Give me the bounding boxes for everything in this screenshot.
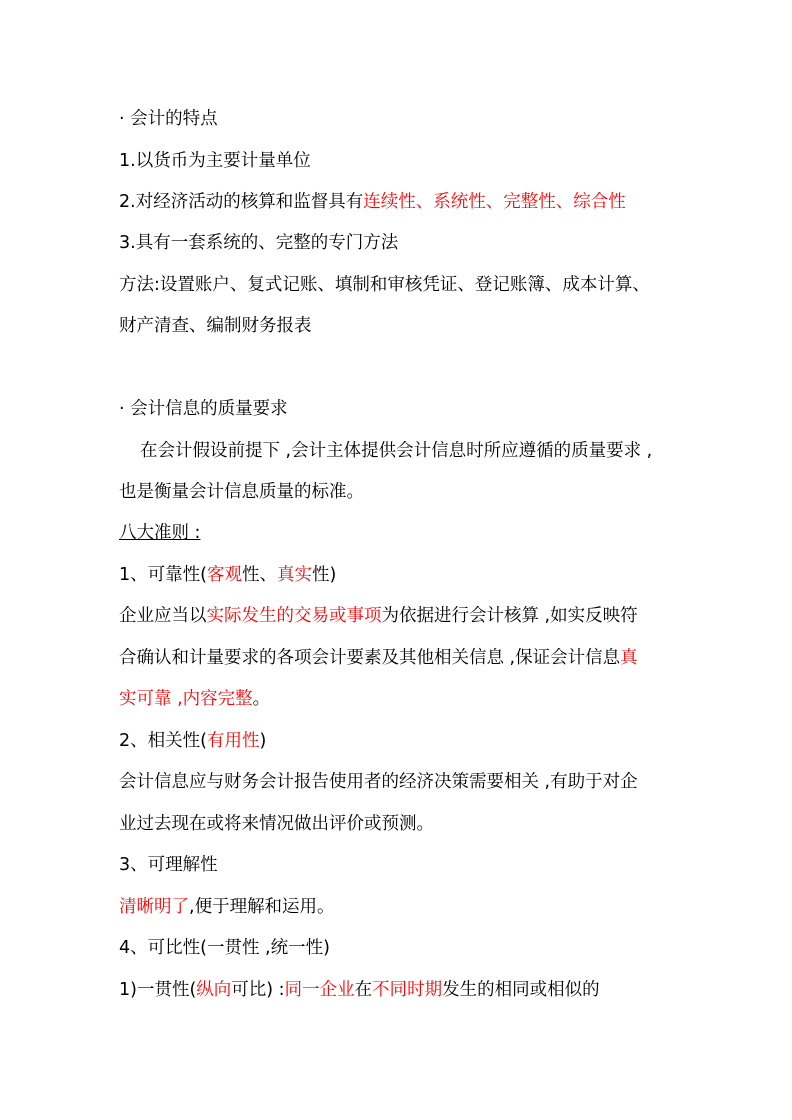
principle-4-title: 4、可比性(一贯性 ,统一性) [119,938,330,958]
principle-3-line-1-b: ,便于理解和运用。 [189,897,335,917]
principle-4-subitem-1 [119,978,699,1002]
feature-item-2-prefix: 2.对经济活动的核算和监督具有 [119,192,364,212]
quality-intro-line-1: 在会计假设前提下 ,会计主体提供会计信息时所应遵循的质量要求 , [140,441,653,461]
principle-1-line-3-b: 。 [252,689,271,709]
principle-3-title: 3、可理解性 [119,855,218,875]
feature-item-2-highlight: 连续性、系统性、完整性、综合性 [363,192,626,212]
feature-item-2 [119,190,699,214]
principle-4-sub-d: 发生的相同或相似的 [442,980,600,1000]
principle-1-line-3-red: 实可靠 ,内容完整 [119,689,253,709]
principle-4-sub-b: 可比) : [231,980,285,1000]
principle-4-sub-c: 在 [354,980,373,1000]
principle-1-title-c: 性) [311,565,337,585]
principle-2-line-2: 业过去现在或将来情况做出评价或预测。 [119,814,434,834]
principle-1-line-2-a: 合确认和计量要求的各项会计要素及其他相关信息 ,保证会计信息 [119,648,621,668]
feature-item-3: 3.具有一套系统的、完整的专门方法 [119,233,399,253]
principle-1-line-1 [119,604,699,628]
principle-1-line-1-b: 为依据进行会计核算 ,如实反映符 [381,606,638,626]
principle-4-sub-red-1: 纵向 [196,980,232,1000]
principles-title [119,521,699,545]
principle-1-title-red-2: 真实 [276,565,312,585]
principle-3-line-1 [119,895,699,919]
principle-4-sub-a: 1)一贯性( [119,980,197,1000]
section-heading-features: · 会计的特点 [119,109,218,129]
section-heading-quality: · 会计信息的质量要求 [119,399,288,419]
principle-1-line-2-red: 真 [620,648,638,668]
principle-1-line-1-a: 企业应当以 [119,606,207,626]
methods-line-1: 方法:设置账户、复式记账、填制和审核凭证、登记账簿、成本计算、 [119,275,650,295]
principle-2-title-b: ) [259,731,267,751]
principle-4-sub-red-3: 不同时期 [372,980,443,1000]
principle-4-sub-red-2: 同一企业 [284,980,355,1000]
principle-2-title [119,729,699,753]
principle-1-line-2 [119,646,699,670]
principles-title-text: 八大准则 : [119,523,201,543]
principle-1-title [119,563,699,587]
methods-line-2: 财产清查、编制财务报表 [119,316,312,336]
feature-item-1: 1.以货币为主要计量单位 [119,151,311,171]
principle-3-line-1-red: 清晰明了 [119,897,189,917]
principle-1-title-red-1: 客观 [206,565,242,585]
principle-2-line-1: 会计信息应与财务会计报告使用者的经济决策需要相关 ,有助于对企 [119,772,638,792]
principle-2-title-a: 2、相关性( [119,731,207,751]
principle-1-line-1-red: 实际发生的交易或事项 [206,606,382,626]
principle-1-line-3 [119,687,699,711]
quality-intro-line-2: 也是衡量会计信息质量的标准。 [119,482,364,502]
principle-1-title-a: 1、可靠性( [119,565,207,585]
principle-2-title-red: 有用性 [206,731,260,751]
principle-1-title-b: 性、 [241,565,277,585]
